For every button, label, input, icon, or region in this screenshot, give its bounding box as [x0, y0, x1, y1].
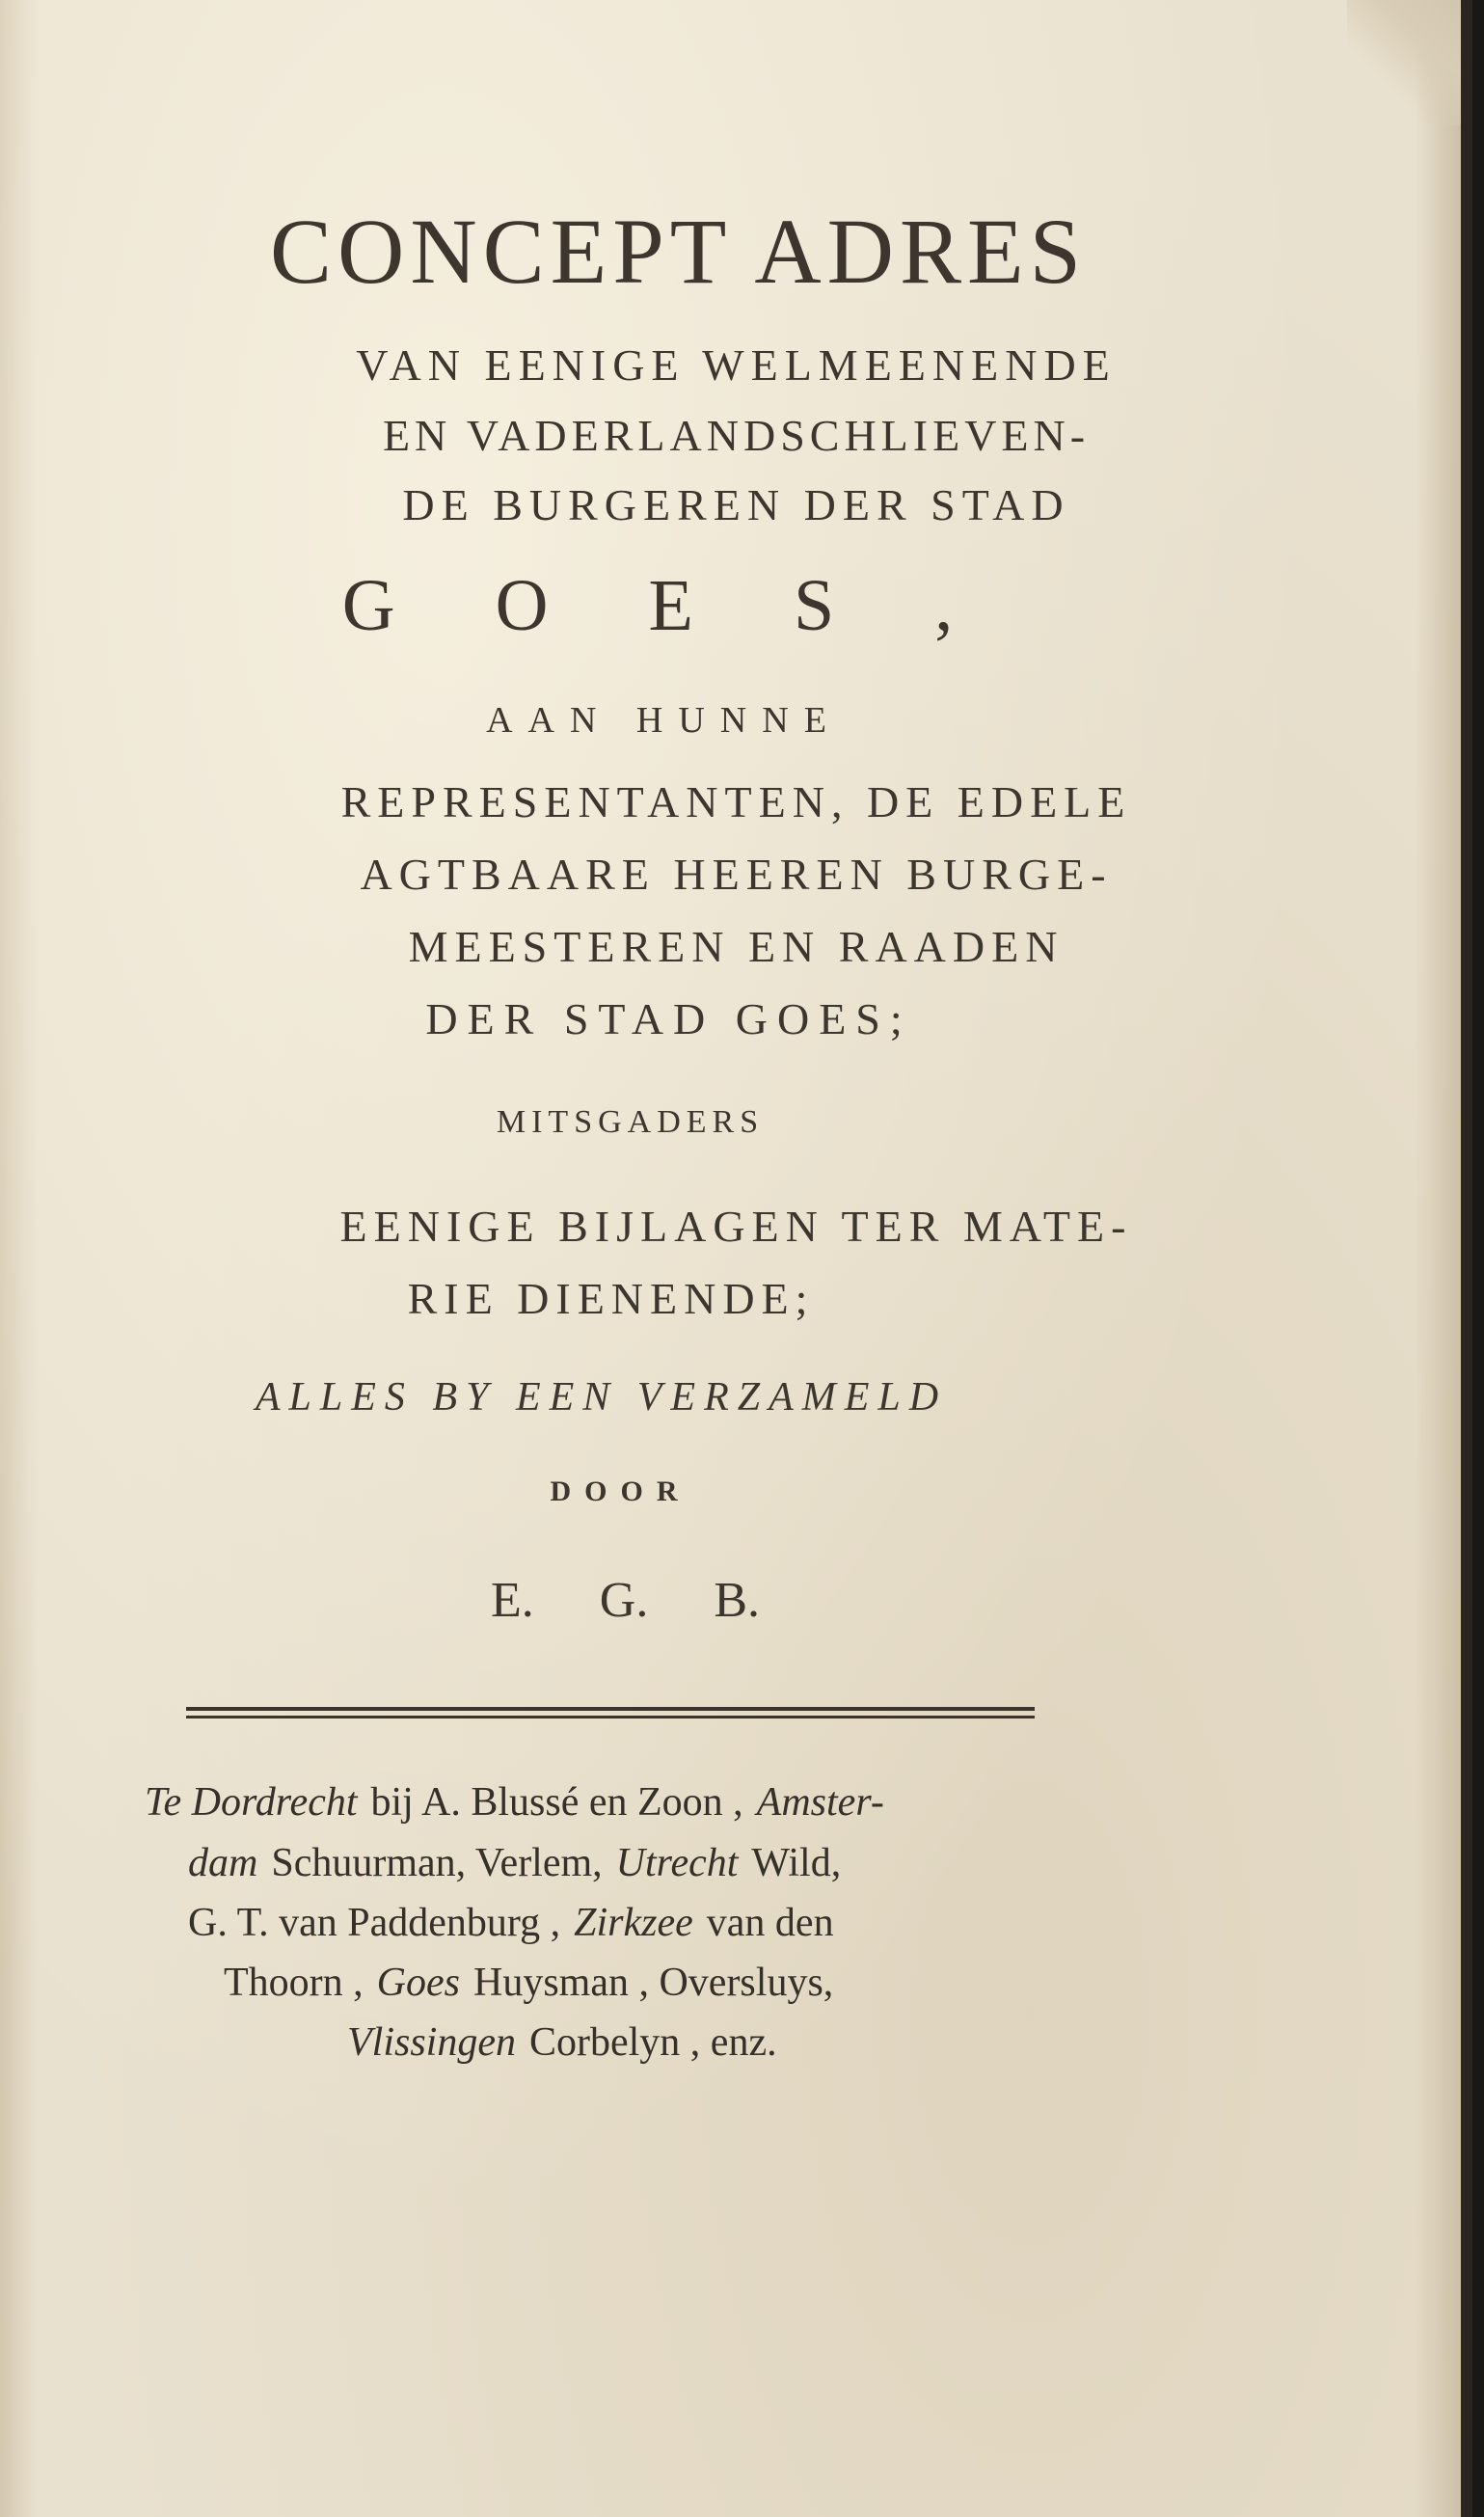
- imprint-place: Utrecht: [615, 1841, 739, 1885]
- imprint-line-2: [188, 1840, 1114, 1886]
- address-line-2: AGTBAARE HEEREN BURGE-: [360, 850, 1113, 899]
- imprint-text: Schuurman, Verlem,: [271, 1841, 603, 1885]
- double-rule-divider: [186, 1707, 1035, 1720]
- page-corner-fold: [1347, 0, 1472, 125]
- imprint-text: van den: [706, 1901, 834, 1945]
- mitsgaders-line: MITSGADERS: [496, 1104, 765, 1140]
- imprint-place: dam: [188, 1841, 258, 1885]
- city-name: GOES,: [341, 565, 1054, 646]
- subtitle-line-3: DE BURGEREN DER STAD: [402, 480, 1070, 529]
- alles-line: ALLES BY EEN VERZAMELD: [255, 1375, 948, 1420]
- imprint-line-1: [145, 1779, 1070, 1826]
- address-line-1: REPRESENTANTEN, DE EDELE: [340, 777, 1132, 826]
- imprint-text: G. T. van Paddenburg ,: [188, 1901, 561, 1945]
- address-line-3: MEESTEREN EN RAADEN: [408, 922, 1065, 971]
- subtitle-line-2: EN VADERLANDSCHLIEVEN-: [382, 411, 1091, 460]
- imprint-text: Thoorn ,: [224, 1961, 364, 2005]
- imprint-place: Amster-: [756, 1780, 884, 1825]
- address-line-4: DER STAD GOES;: [425, 994, 912, 1043]
- imprint-text: Wild,: [751, 1841, 842, 1885]
- imprint-text: bij A. Blussé en Zoon ,: [370, 1780, 743, 1825]
- door-line: DOOR: [550, 1475, 691, 1507]
- bijlagen-line-2: RIE DIENENDE;: [407, 1274, 815, 1323]
- imprint-line-4: [224, 1960, 1149, 2006]
- imprint-line-5: [347, 2019, 1273, 2066]
- subtitle-line-1: VAN EENIGE WELMEENENDE: [356, 340, 1117, 390]
- imprint-text: Corbelyn , enz.: [529, 2020, 777, 2065]
- imprint-place: Te Dordrecht: [145, 1780, 358, 1825]
- author-initials: E. G. B.: [491, 1573, 760, 1628]
- imprint-line-3: [188, 1900, 1114, 1946]
- page-title: CONCEPT ADRES: [269, 200, 1088, 303]
- bijlagen-line-1: EENIGE BIJLAGEN TER MATE-: [339, 1202, 1133, 1251]
- imprint-place: Zirkzee: [574, 1901, 693, 1945]
- imprint-place: Goes: [376, 1961, 460, 2005]
- aan-hunne-line: AAN HUNNE: [486, 700, 842, 741]
- imprint-text: Huysman , Oversluys,: [472, 1961, 834, 2005]
- imprint-place: Vlissingen: [347, 2020, 516, 2065]
